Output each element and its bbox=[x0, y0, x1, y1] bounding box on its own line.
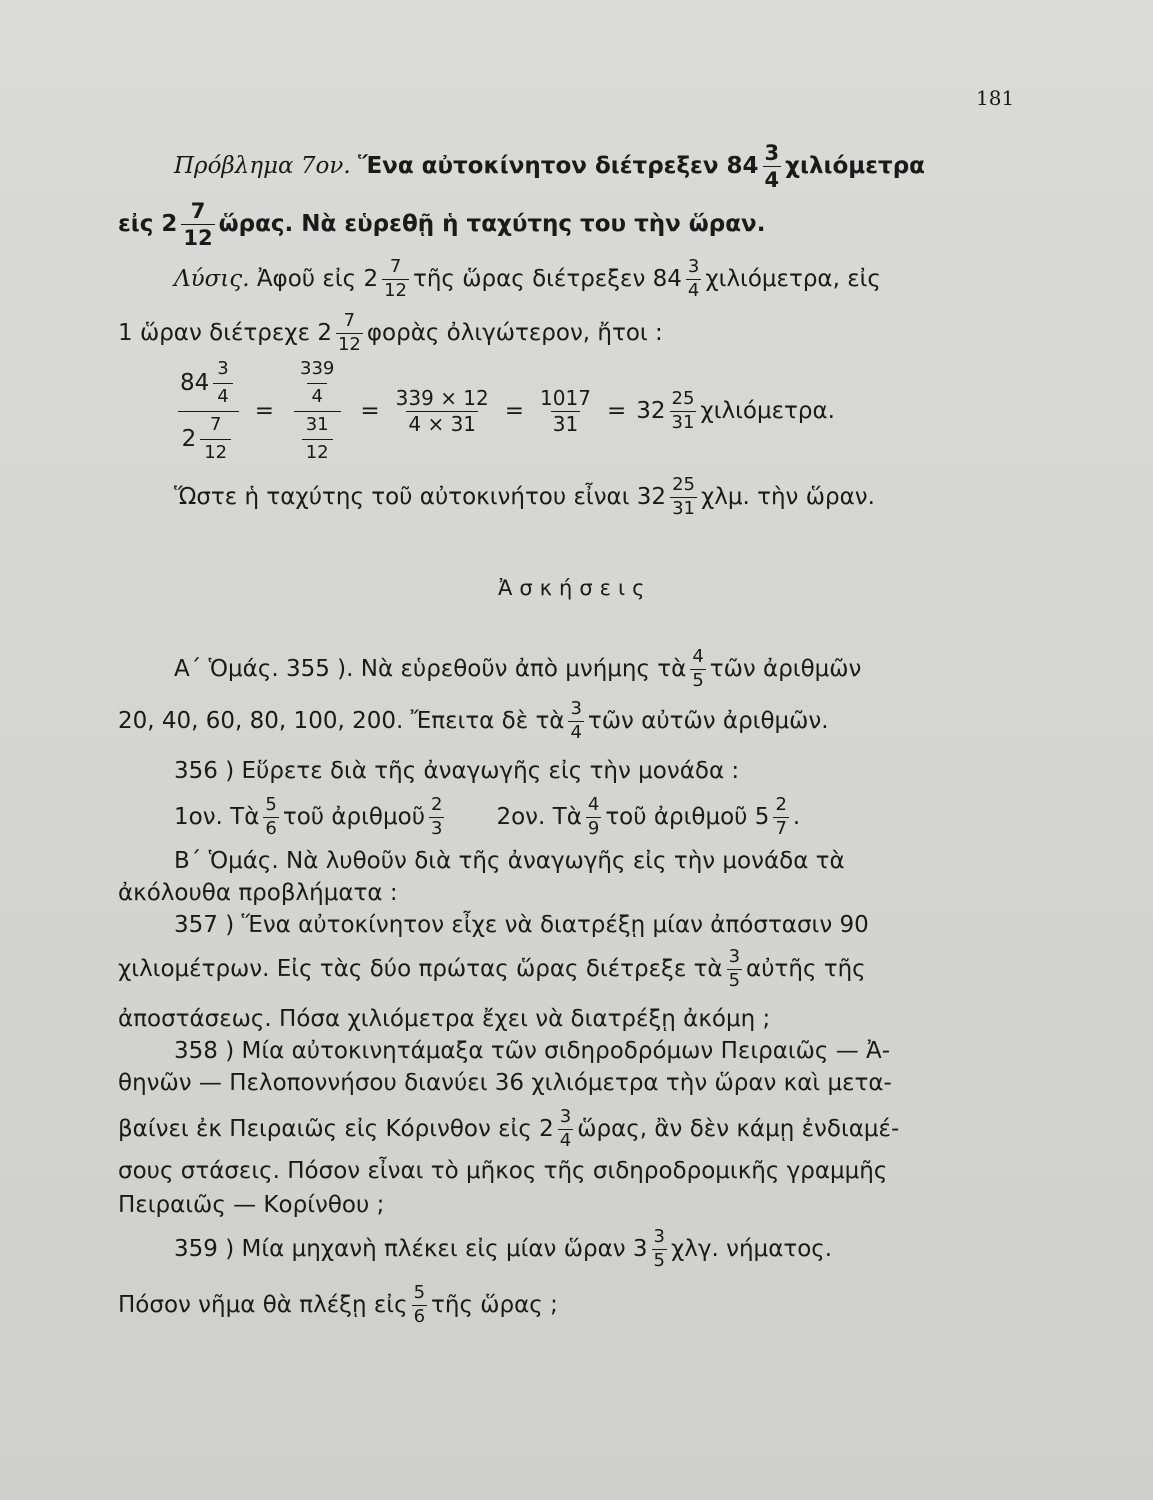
solution-label: Λύσις. bbox=[174, 265, 250, 292]
exercise-text: 20, 40, 60, 80, 100, 200. Ἔπειτα δὲ τὰ bbox=[118, 707, 565, 734]
result-whole: 32 bbox=[636, 397, 666, 424]
fraction: 7 12 bbox=[337, 310, 361, 355]
solution-text: 1 ὥραν διέτρεχε 2 bbox=[118, 319, 332, 346]
result-unit: χιλιόμετρα. bbox=[700, 397, 835, 424]
exercise-group-b-line-2: ἀκόλουθα προβλήματα : bbox=[118, 880, 398, 906]
exercise-359-line-2 bbox=[118, 1284, 558, 1327]
problem-label: Πρόβλημα 7ον. bbox=[174, 153, 351, 180]
solution-text: τῆς ὥρας διέτρεξεν 84 bbox=[413, 265, 682, 292]
fraction: 3 4 bbox=[570, 698, 582, 743]
exercise-text: βαίνει ἐκ Πειραιῶς εἰς Κόρινθον εἰς 2 bbox=[118, 1115, 554, 1142]
problem-text: εἰς 2 bbox=[118, 211, 178, 238]
solution-calculation bbox=[172, 360, 835, 463]
problem-line-2 bbox=[118, 200, 765, 249]
problem-text: ὥρας. Νὰ εὑρεθῇ ἡ ταχύτης του τὴν ὥραν. bbox=[218, 211, 766, 238]
exercise-358-line-4: σους στάσεις. Πόσον εἶναι τὸ μῆκος τῆς σιδηροδρομικῆς γραμμῆς bbox=[118, 1158, 888, 1184]
exercise-358-line-3 bbox=[118, 1108, 899, 1151]
fraction: 7 12 bbox=[183, 199, 213, 251]
conclusion-line bbox=[174, 476, 875, 519]
exercise-text: τῆς ὥρας ; bbox=[431, 1291, 558, 1318]
fraction: 3 4 bbox=[764, 141, 780, 193]
fraction: 25 31 bbox=[672, 474, 695, 519]
exercise-text: χλγ. νήματος. bbox=[671, 1235, 833, 1262]
exercise-358-line-5: Πειραιῶς — Κορίνθου ; bbox=[118, 1192, 385, 1218]
exercise-text: Α΄ Ὁμάς. 355 ). Νὰ εὑρεθοῦν ἀπὸ μνήμης τὰ bbox=[174, 655, 687, 682]
problem-line-1 bbox=[174, 142, 925, 191]
solution-text: φορὰς ὀλιγώτερον, ἤτοι : bbox=[366, 319, 663, 346]
fraction: 25 31 bbox=[671, 387, 695, 433]
solution-text: χιλιόμετρα, εἰς bbox=[705, 265, 881, 292]
fraction: 7 12 bbox=[384, 256, 407, 301]
exercise-text: χιλιομέτρων. Εἰς τὰς δύο πρώτας ὥρας διέτρεξε τὰ bbox=[118, 955, 723, 982]
problem-text: Ἕνα αὐτοκίνητον διέτρεξεν 84 bbox=[357, 153, 759, 180]
exercise-357-line-1: 357 ) Ἕνα αὐτοκίνητον εἶχε νὰ διατρέξῃ μίαν ἀπόστασιν 90 bbox=[174, 912, 869, 938]
problem-text: χιλιόμετρα bbox=[785, 153, 925, 180]
exercise-text: τῶν ἀριθμῶν bbox=[709, 655, 862, 682]
fraction: 2 3 bbox=[431, 794, 443, 839]
exercise-359-line-1 bbox=[174, 1228, 832, 1271]
fraction: 3 5 bbox=[653, 1226, 665, 1271]
exercise-358-line-2: θηνῶν — Πελοποννήσου διανύει 36 χιλιόμετρα τὴν ὥραν καὶ μετα- bbox=[118, 1070, 892, 1096]
fraction: 4 9 bbox=[587, 794, 600, 839]
exercise-text: τοῦ ἀριθμοῦ 5 bbox=[605, 803, 770, 830]
exercise-357-line-2 bbox=[118, 948, 866, 991]
fraction: $\frac{1017}{31}$ bbox=[540, 385, 591, 436]
compound-fraction: 339 4 31 12 bbox=[288, 360, 346, 463]
equals-sign: = bbox=[360, 397, 380, 424]
conclusion-text: χλμ. τὴν ὥραν. bbox=[700, 483, 875, 510]
conclusion-text: Ὥστε ἡ ταχύτης τοῦ αὐτοκινήτου εἶναι 32 bbox=[174, 483, 667, 510]
exercise-group-b-line-1: Β΄ Ὁμάς. Νὰ λυθοῦν διὰ τῆς ἀναγωγῆς εἰς τὴν μονάδα τὰ bbox=[174, 848, 845, 874]
compound-fraction: 84 3 4 2 7 12 bbox=[176, 360, 241, 463]
exercise-group-a-line-2 bbox=[118, 700, 829, 743]
exercise-358-line-1: 358 ) Μία αὐτοκινητάμαξα τῶν σιδηροδρόμων Πειραιῶς — Ἀ- bbox=[174, 1038, 891, 1064]
equals-sign: = bbox=[606, 397, 627, 424]
exercise-text: 2ον. Τὰ bbox=[496, 803, 582, 830]
fraction: 5 6 bbox=[413, 1282, 426, 1327]
exercise-356-parts bbox=[174, 796, 800, 839]
fraction: 3 4 bbox=[687, 256, 700, 301]
exercise-356: 356 ) Εὕρετε διὰ τῆς ἀναγωγῆς εἰς τὴν μονάδα : bbox=[174, 758, 740, 784]
exercise-text: ὥρας, ἂν δὲν κάμῃ ἐνδιαμέ- bbox=[577, 1115, 900, 1142]
fraction: 5 6 bbox=[265, 794, 277, 839]
solution-text: Ἀφοῦ εἰς 2 bbox=[256, 265, 379, 292]
exercise-357-line-3: ἀποστάσεως. Πόσα χιλιόμετρα ἔχει νὰ διατρέξῃ ἀκόμη ; bbox=[118, 1006, 771, 1032]
fraction: 3 4 bbox=[559, 1106, 572, 1151]
fraction: 2 7 bbox=[775, 794, 787, 839]
equals-sign: = bbox=[504, 397, 525, 424]
exercise-text: αὐτῆς τῆς bbox=[746, 955, 866, 982]
exercise-group-a-line-1 bbox=[174, 648, 861, 691]
exercise-text: τοῦ ἀριθμοῦ bbox=[282, 803, 426, 830]
exercise-text: τῶν αὐτῶν ἀριθμῶν. bbox=[587, 707, 829, 734]
page-number: 181 bbox=[976, 86, 1015, 110]
solution-line-1 bbox=[174, 258, 881, 301]
fraction: 4 5 bbox=[692, 646, 704, 691]
exercise-text: . bbox=[792, 803, 801, 830]
exercise-text: 359 ) Μία μηχανὴ πλέκει εἰς μίαν ὥραν 3 bbox=[174, 1235, 648, 1262]
solution-line-2 bbox=[118, 312, 663, 355]
exercise-text: Πόσον νῆμα θὰ πλέξῃ εἰς bbox=[118, 1291, 408, 1318]
exercises-heading: Ἀσκήσεις bbox=[498, 576, 652, 600]
equals-sign: = bbox=[254, 397, 275, 424]
exercise-text: 1ον. Τὰ bbox=[174, 803, 260, 830]
fraction: 3 5 bbox=[728, 946, 741, 991]
fraction: $\frac{339 \times 12}{4 \times 31}$ bbox=[395, 385, 489, 436]
